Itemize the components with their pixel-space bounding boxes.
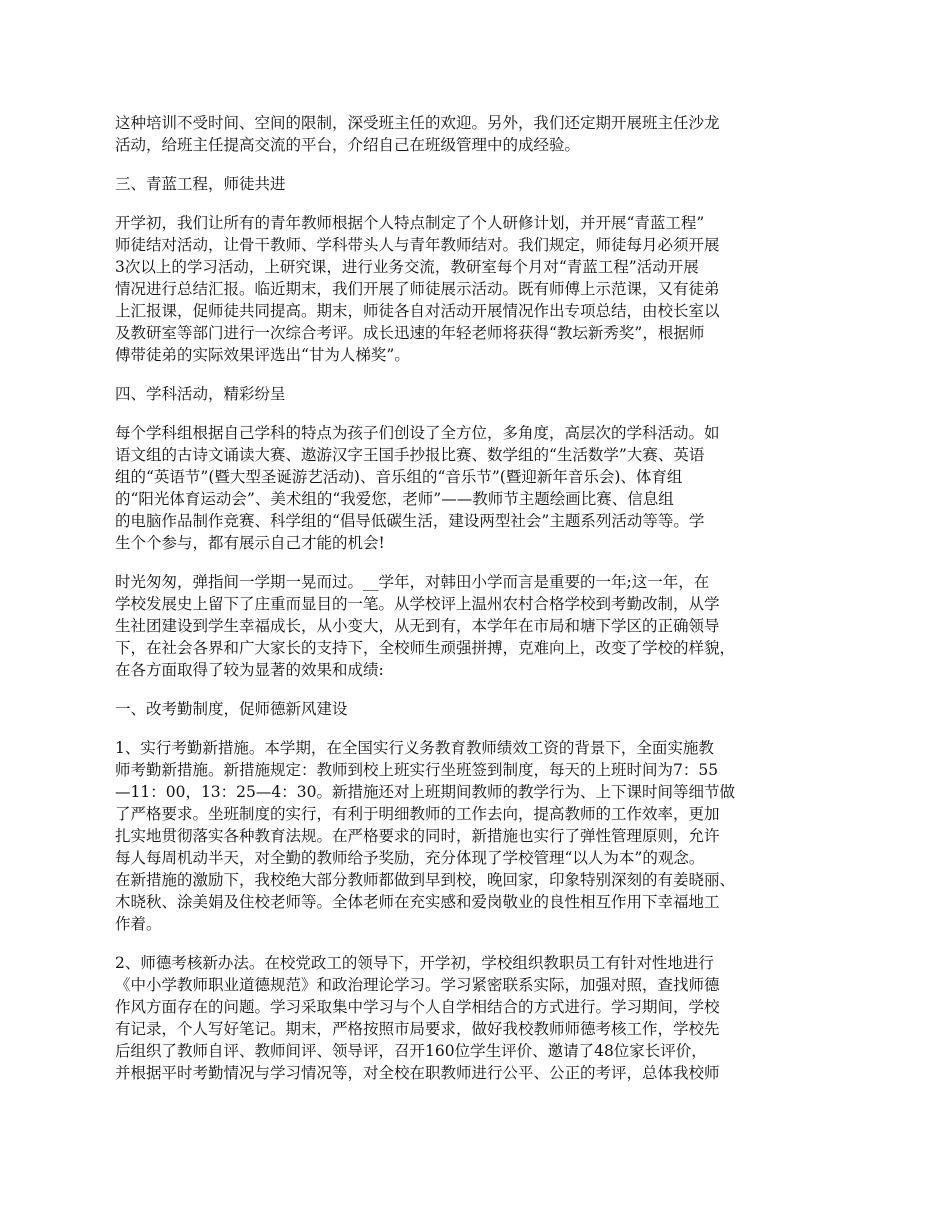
text-line: 3次以上的学习活动，上研究课，进行业务交流，教研室每个月对“青蓝工程”活动开展 <box>115 258 699 276</box>
text-line: 了严格要求。坐班制度的实行，有利于明细教师的工作去向，提高教师的工作效率，更加 <box>115 805 720 823</box>
text-line: 组的“英语节”(暨大型圣诞游艺活动)、音乐组的“音乐节”(暨迎新年音乐会)、体育组 <box>115 468 683 486</box>
text-line: —11：00，13：25—4：30。新措施还对上班期间教师的教学行为、上下课时间等细节做 <box>115 783 735 801</box>
text-line: 时光匆匆，弹指间一学期一晃而过。__学年，对韩田小学而言是重要的一年;这一年，在 <box>115 573 710 591</box>
text-line: 一、改考勤制度，促师德新风建设 <box>115 700 348 718</box>
document-page <box>115 112 845 1101</box>
text-line: 的电脑作品制作竞赛、科学组的“倡导低碳生活，建设两型社会”主题系列活动等等。学 <box>115 512 705 530</box>
text-line: 语文组的古诗文诵读大赛、遨游汉字王国手抄报比赛、数学组的“生活数学”大赛、英语 <box>115 446 705 464</box>
paragraph <box>115 571 845 681</box>
text-line: 傅带徒弟的实际效果评选出“甘为人梯奖”。 <box>115 346 410 364</box>
text-line: 情况进行总结汇报。临近期末，我们开展了师徒展示活动。既有师傅上示范课，又有徒弟 <box>115 280 720 298</box>
section-heading <box>115 698 845 720</box>
text-line: 上汇报课，促师徒共同提高。期末，师徒各自对活动开展情况作出专项总结，由校长室以 <box>115 302 720 320</box>
paragraph <box>115 212 845 366</box>
text-line: 作风方面存在的问题。学习采取集中学习与个人自学相结合的方式进行。学习期间，学校 <box>115 998 720 1016</box>
text-line: 这种培训不受时间、空间的限制，深受班主任的欢迎。另外，我们还定期开展班主任沙龙 <box>115 114 720 132</box>
text-line: 扎实地贯彻落实各种教育法规。在严格要求的同时，新措施也实行了弹性管理原则，允许 <box>115 827 720 845</box>
paragraph <box>115 422 845 554</box>
text-line: 作着。 <box>115 915 162 933</box>
text-line: 师考勤新措施。新措施规定：教师到校上班实行坐班签到制度，每天的上班时间为7：55 <box>115 761 719 779</box>
text-line: 每人每周机动半天，对全勤的教师给予奖励，充分体现了学校管理“以人为本”的观念。 <box>115 849 705 867</box>
text-line: 有记录，个人写好笔记。期末，严格按照市局要求，做好我校教师师德考核工作，学校先 <box>115 1020 720 1038</box>
text-line: 四、学科活动，精彩纷呈 <box>115 385 286 403</box>
text-line: 在各方面取得了较为显著的效果和成绩: <box>115 661 384 679</box>
text-line: 并根据平时考勤情况与学习情况等，对全校在职教师进行公平、公正的考评，总体我校师 <box>115 1064 720 1082</box>
text-line: 在新措施的激励下，我校绝大部分教师都做到早到校，晚回家，印象特别深刻的有姜晓丽、 <box>115 871 736 889</box>
text-line: 后组织了教师自评、教师间评、领导评，召开160位学生评价、邀请了48位家长评价， <box>115 1042 707 1060</box>
text-line: 1、实行考勤新措施。本学期，在全国实行义务教育教师绩效工资的背景下，全面实施教 <box>115 739 714 757</box>
text-line: 《中小学教师职业道德规范》和政治理论学习。学习紧密联系实际，加强对照，查找师德 <box>115 976 720 994</box>
text-line: 木晓秋、涂美娟及住校老师等。全体老师在充实感和爱岗敬业的良性相互作用下幸福地工 <box>115 893 720 911</box>
paragraph <box>115 737 845 935</box>
text-line: 师徒结对活动，让骨干教师、学科带头人与青年教师结对。我们规定，师徒每月必须开展 <box>115 236 720 254</box>
text-line: 每个学科组根据自己学科的特点为孩子们创设了全方位，多角度，高层次的学科活动。如 <box>115 424 720 442</box>
text-line: 活动，给班主任提高交流的平台，介绍自己在班级管理中的成经验。 <box>115 136 581 154</box>
text-line: 开学初，我们让所有的青年教师根据个人特点制定了个人研修计划，并开展“青蓝工程” <box>115 214 705 232</box>
paragraph <box>115 952 845 1084</box>
text-line: 下，在社会各界和广大家长的支持下，全校师生顽强拼搏，克难向上，改变了学校的样貌， <box>115 639 736 657</box>
section-heading <box>115 173 845 195</box>
text-line: 及教研室等部门进行一次综合考评。成长迅速的年轻老师将获得“教坛新秀奖”，根据师 <box>115 324 705 342</box>
paragraph <box>115 112 845 156</box>
text-line: 三、青蓝工程，师徒共进 <box>115 175 286 193</box>
text-line: 生个个参与，都有展示自己才能的机会! <box>115 534 385 552</box>
text-line: 的“阳光体育运动会”、美术组的“我爱您，老师”——教师节主题绘画比赛、信息组 <box>115 490 674 508</box>
text-line: 生社团建设到学生幸福成长，从小变大，从无到有，本学年在市局和塘下学区的正确领导 <box>115 617 720 635</box>
text-line: 学校发展史上留下了庄重而显目的一笔。从学校评上温州农村合格学校到考勤改制，从学 <box>115 595 720 613</box>
text-line: 2、师德考核新办法。在校党政工的领导下，开学初，学校组织教职员工有针对性地进行 <box>115 954 714 972</box>
section-heading <box>115 383 845 405</box>
